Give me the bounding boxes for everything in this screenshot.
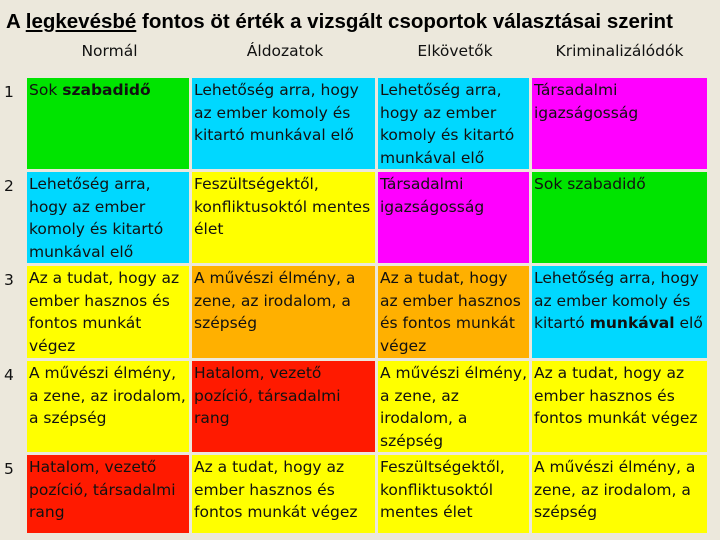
cell-text: Társadalmi igazságosság — [534, 81, 639, 122]
column-header-victims: Áldozatok — [246, 42, 324, 60]
cell-text: Lehetőség arra, hogy az ember komoly és kitartó munkával elő — [29, 175, 164, 261]
value-cell — [378, 78, 532, 172]
header-row — [0, 40, 707, 78]
cell-text: Feszültségektől, konfliktusoktól mentes élet — [194, 175, 371, 238]
table-row — [0, 266, 707, 361]
table-row — [0, 361, 707, 455]
rank-number: 1 — [0, 78, 27, 172]
rank-number: 4 — [0, 361, 27, 455]
value-cell — [27, 78, 192, 172]
value-cell — [192, 361, 378, 455]
cell-text: A művészi élmény, a zene, az irodalom, a szépség — [194, 269, 356, 332]
cell-text: Hatalom, vezető pozíció, társadalmi rang — [194, 364, 341, 427]
title-suffix: fontos öt érték a vizsgált csoportok választásai szerint — [136, 10, 673, 33]
cell-text: Hatalom, vezető pozíció, társadalmi rang — [29, 458, 176, 521]
cell-text: Az a tudat, hogy az ember hasznos és fontos munkát végez — [29, 269, 180, 355]
value-cell — [532, 78, 707, 172]
value-cell — [378, 361, 532, 455]
table-row — [0, 455, 707, 533]
value-cell — [27, 266, 192, 361]
cell-text: Az a tudat, hogy az ember hasznos és fontos munkát végez — [194, 458, 358, 521]
cell-text: Az a tudat, hogy az ember hasznos és fontos munkát végez — [380, 269, 521, 355]
value-cell — [378, 172, 532, 266]
title-prefix: A — [6, 10, 26, 33]
value-cell — [192, 266, 378, 361]
values-table — [0, 40, 707, 533]
value-cell — [532, 266, 707, 361]
value-cell — [27, 455, 192, 533]
rank-number: 5 — [4, 460, 14, 478]
cell-text: Lehetőség arra, hogy az ember komoly és kitartó munkával elő — [194, 81, 359, 144]
value-cell — [192, 455, 378, 533]
column-header-perpetrators: Elkövetők — [417, 42, 493, 60]
value-cell — [532, 172, 707, 266]
column-header-normal: Normál — [81, 42, 138, 60]
cell-text: Az a tudat, hogy az ember hasznos és fontos munkát végez — [534, 364, 698, 427]
cell-text: Társadalmi igazságosság — [380, 175, 485, 216]
cell-text-after: elő — [674, 314, 703, 332]
slide-title — [6, 10, 718, 34]
cell-text: A művészi élmény, a zene, az irodalom, a szépség — [380, 364, 528, 450]
cell-text: A művészi élmény, a zene, az irodalom, a szépség — [534, 458, 696, 521]
value-cell — [27, 172, 192, 266]
cell-bold-text: szabadidő — [62, 81, 151, 99]
cell-text: Sok — [29, 81, 63, 99]
table-body — [0, 78, 707, 533]
title-underlined-word: legkevésbé — [25, 10, 137, 33]
column-header-criminalized: Kriminalizálódók — [555, 42, 684, 60]
value-cell — [378, 455, 532, 533]
rank-number: 3 — [0, 266, 27, 361]
value-cell — [378, 266, 532, 361]
header-rank-blank — [0, 40, 27, 78]
cell-text: Sok szabadidő — [534, 175, 646, 193]
cell-text: Lehetőség arra, hogy az ember komoly és kitartó munkával elő — [380, 81, 515, 167]
rank-number: 2 — [0, 172, 27, 266]
value-cell — [532, 455, 707, 533]
value-cell — [192, 78, 378, 172]
table-row — [0, 78, 707, 172]
cell-text: Lehetőség arra, hogy az ember komoly és kitartó — [534, 269, 699, 332]
value-cell — [192, 172, 378, 266]
cell-bold-text: munkával — [589, 314, 675, 332]
value-cell — [532, 361, 707, 455]
cell-text: Feszültségektől, konfliktusoktól mentes élet — [380, 458, 505, 521]
value-cell — [27, 361, 192, 455]
cell-text: A művészi élmény, a zene, az irodalom, a szépség — [29, 364, 186, 427]
table-row — [0, 172, 707, 266]
